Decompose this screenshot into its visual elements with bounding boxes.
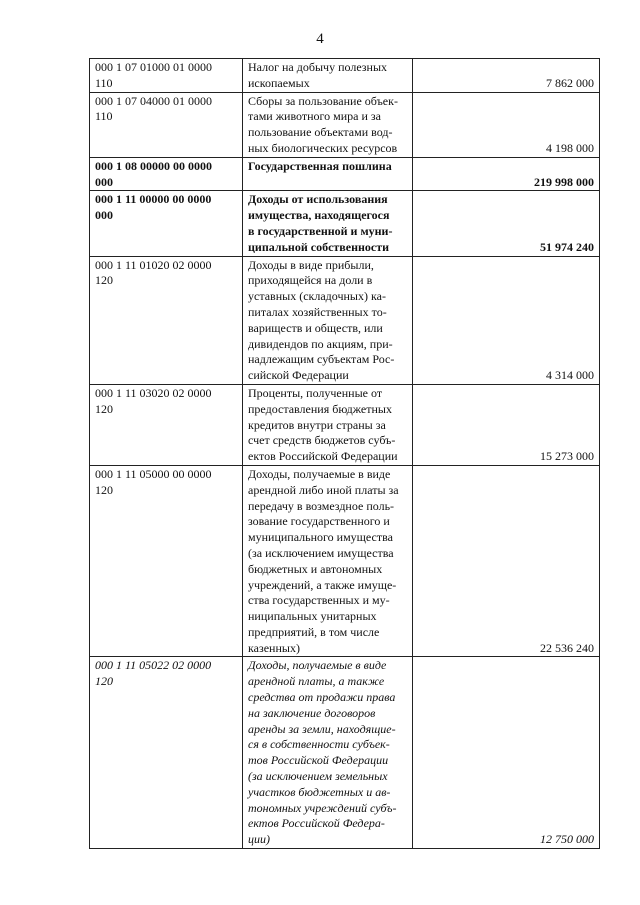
amount-cell: 4 314 000 <box>413 256 600 384</box>
revenue-description-line: Сборы за пользование объек- <box>248 93 398 108</box>
revenue-description-line: уставных (складочных) ка- <box>248 289 386 304</box>
revenue-description-line: ства государственных и му- <box>248 593 390 608</box>
revenue-description-line: ектов Российской Федерации <box>248 449 398 464</box>
budget-code-line: 110 <box>95 75 113 90</box>
budget-code-cell <box>90 59 243 93</box>
revenue-description-line: ципальной собственности <box>248 239 390 254</box>
revenue-description-line: сийской Федерации <box>248 368 349 383</box>
budget-code-line: 110 <box>95 109 113 124</box>
revenue-description-line: ции) <box>248 832 270 847</box>
revenue-description-line: счет средств бюджетов субъ- <box>248 433 396 448</box>
amount-cell: 7 862 000 <box>413 59 600 93</box>
revenue-description-cell <box>243 384 413 465</box>
revenue-description-line: ектов Российской Федера- <box>248 816 385 831</box>
revenue-description-line: пользование объектами вод- <box>248 125 393 140</box>
revenue-description-line: аренды за земли, находящие- <box>248 721 396 736</box>
budget-code-line: 000 1 11 00000 00 0000 <box>95 192 212 207</box>
table-row <box>90 92 600 157</box>
revenue-description-line: казенных) <box>248 640 300 655</box>
revenue-description-line: приходящейся на доли в <box>248 273 373 288</box>
revenue-description-line: тами животного мира и за <box>248 109 381 124</box>
budget-code-cell <box>90 256 243 384</box>
revenue-description-line: предоставления бюджетных <box>248 401 392 416</box>
revenue-description-line: в государственной и муни- <box>248 223 393 238</box>
revenue-description-line: арендной либо иной платы за <box>248 482 399 497</box>
revenue-description-cell <box>243 191 413 256</box>
revenue-table-body <box>90 59 600 849</box>
revenue-description-line: Доходы, получаемые в виде <box>248 466 391 481</box>
amount-cell: 219 998 000 <box>413 157 600 191</box>
revenue-description-line: Доходы, получаемые в виде <box>248 658 387 673</box>
revenue-description-cell <box>243 256 413 384</box>
table-row <box>90 465 600 657</box>
revenue-description-line: (за исключением имущества <box>248 545 394 560</box>
budget-code-line: 000 1 11 03020 02 0000 <box>95 385 212 400</box>
revenue-description-line: зование государственного и <box>248 514 390 529</box>
budget-code-line: 120 <box>95 401 113 416</box>
revenue-description-line: предприятий, в том числе <box>248 624 380 639</box>
revenue-description-line: учреждений, а также имуще- <box>248 577 397 592</box>
budget-code-cell <box>90 191 243 256</box>
table-row <box>90 157 600 191</box>
revenue-description-line: Доходы в виде прибыли, <box>248 257 374 272</box>
revenue-description-line: Налог на добычу полезных <box>248 60 388 74</box>
table-row <box>90 59 600 93</box>
revenue-description-line: питалах хозяйственных то- <box>248 304 387 319</box>
amount-cell: 4 198 000 <box>413 92 600 157</box>
amount-cell: 15 273 000 <box>413 384 600 465</box>
budget-code-line: 000 <box>95 208 113 223</box>
budget-code-line: 000 1 07 04000 01 0000 <box>95 93 212 108</box>
budget-code-line: 120 <box>95 482 113 497</box>
revenue-description-line: муниципального имущества <box>248 530 393 545</box>
budget-code-line: 000 1 08 00000 00 0000 <box>95 158 212 173</box>
revenue-description-cell <box>243 657 413 849</box>
budget-code-line: 120 <box>95 674 113 689</box>
table-row <box>90 384 600 465</box>
revenue-description-line: Доходы от использования <box>248 192 388 207</box>
amount-cell: 22 536 240 <box>413 465 600 657</box>
revenue-description-line: ниципальных унитарных <box>248 609 377 624</box>
budget-code-line: 000 1 11 05022 02 0000 <box>95 658 212 673</box>
budget-code-line: 120 <box>95 273 113 288</box>
revenue-description-line: дивидендов по акциям, при- <box>248 336 393 351</box>
revenue-table <box>89 58 600 849</box>
revenue-description-line: имущества, находящегося <box>248 208 390 223</box>
budget-code-line: 000 <box>95 174 113 189</box>
revenue-description-line: средства от продажи права <box>248 690 396 705</box>
budget-code-cell <box>90 384 243 465</box>
revenue-description-line: тономных учреждений субъ- <box>248 800 397 815</box>
revenue-description-line: Проценты, полученные от <box>248 385 383 400</box>
table-row <box>90 191 600 256</box>
table-row <box>90 256 600 384</box>
revenue-description-line: (за исключением земельных <box>248 769 388 784</box>
revenue-description-line: ся в собственности субъек- <box>248 737 390 752</box>
revenue-description-line: ископаемых <box>248 75 310 90</box>
budget-code-line: 000 1 11 01020 02 0000 <box>95 257 212 272</box>
revenue-description-line: участков бюджетных и ав- <box>248 784 391 799</box>
budget-code-cell <box>90 657 243 849</box>
budget-code-cell <box>90 157 243 191</box>
revenue-description-line: арендной платы, а также <box>248 674 385 689</box>
amount-cell: 51 974 240 <box>413 191 600 256</box>
revenue-description-line: кредитов внутри страны за <box>248 417 386 432</box>
revenue-description-line: тов Российской Федерации <box>248 753 389 768</box>
revenue-description-cell <box>243 59 413 93</box>
budget-code-cell <box>90 92 243 157</box>
revenue-description-line: бюджетных и автономных <box>248 561 383 576</box>
revenue-description-cell <box>243 157 413 191</box>
revenue-description-line: надлежащим субъектам Рос- <box>248 352 395 367</box>
revenue-description-line: вариществ и обществ, или <box>248 320 383 335</box>
amount-cell: 12 750 000 <box>413 657 600 849</box>
revenue-description-line: ных биологических ресурсов <box>248 140 398 155</box>
revenue-description-line: Государственная пошлина <box>248 158 392 173</box>
revenue-description-cell <box>243 465 413 657</box>
revenue-description-line: на заключение договоров <box>248 705 376 720</box>
budget-code-line: 000 1 07 01000 01 0000 <box>95 60 212 74</box>
table-row <box>90 657 600 849</box>
revenue-description-cell <box>243 92 413 157</box>
budget-code-line: 000 1 11 05000 00 0000 <box>95 466 212 481</box>
page-number: 4 <box>316 31 324 47</box>
budget-code-cell <box>90 465 243 657</box>
revenue-description-line: передачу в возмездное поль- <box>248 498 395 513</box>
